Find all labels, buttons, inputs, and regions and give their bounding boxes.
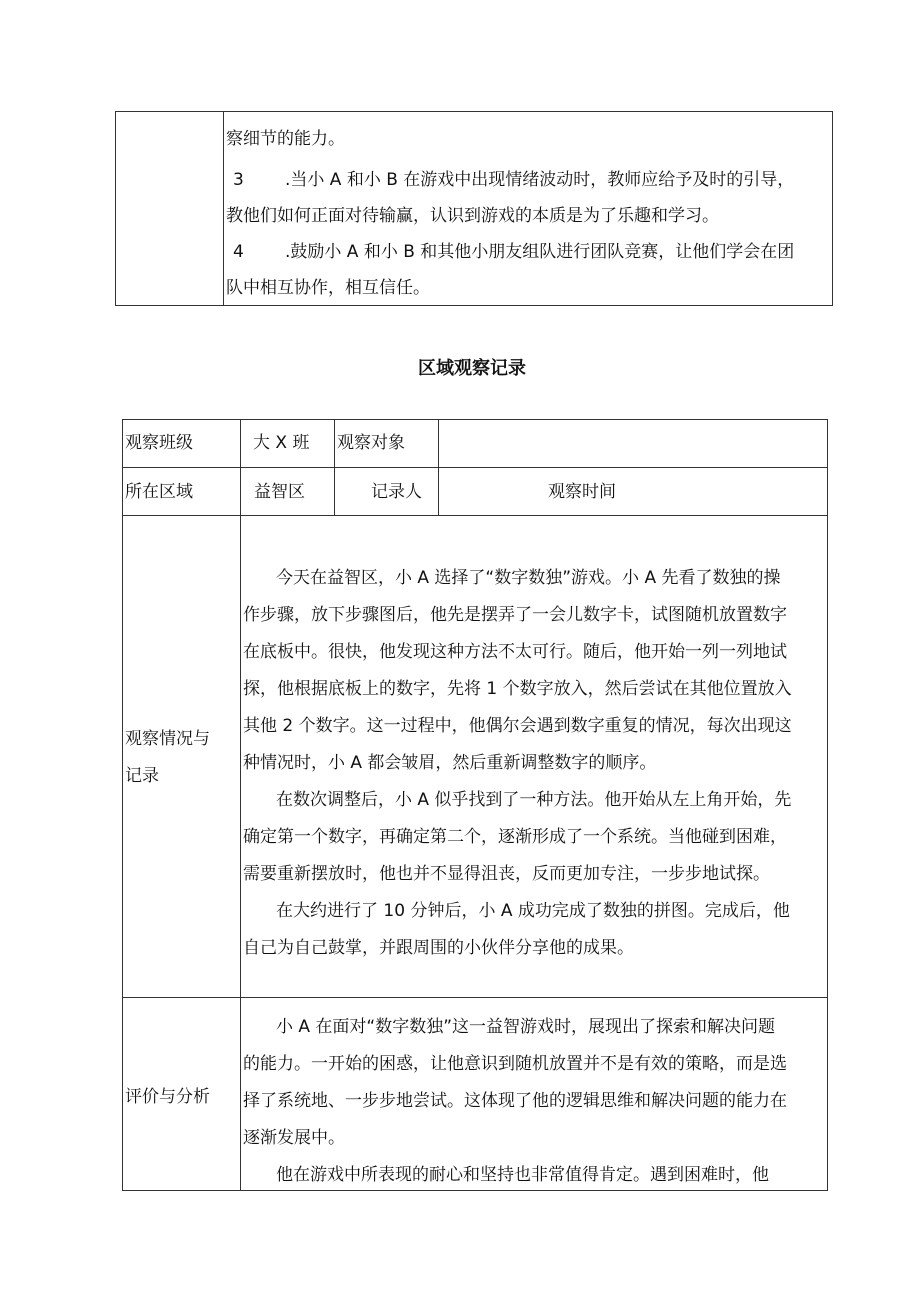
analysis-line: 逐渐发展中。 <box>243 1128 345 1148</box>
observation-line: 在数次调整后，小 A 似乎找到了一种方法。他开始从左上角开始，先 <box>276 790 792 810</box>
analysis-line: 小 A 在面对“数字数独”这一益智游戏时，展现出了探索和解决问题 <box>276 1017 776 1037</box>
observation-line: 探，他根据底板上的数字，先将 1 个数字放入，然后尝试在其他位置放入 <box>243 679 792 699</box>
observation-label-1: 观察情况与 <box>125 729 210 749</box>
analysis-line: 的能力。一开始的困惑，让他意识到随机放置并不是有效的策略，而是选 <box>243 1054 787 1074</box>
observation-line: 需要重新摆放时，他也并不显得沮丧，反而更加专注，一步步地试探。 <box>243 864 770 884</box>
observation-line: 在大约进行了 10 分钟后，小 A 成功完成了数独的拼图。完成后，他 <box>276 901 790 921</box>
observation-label-2: 记录 <box>125 766 159 786</box>
top-table-line-1: 察细节的能力。 <box>226 129 345 149</box>
analysis-line: 他在游戏中所表现的耐心和坚持也非常值得肯定。遇到困难时，他 <box>276 1165 769 1185</box>
observation-line: 作步骤，放下步骤图后，他先是摆弄了一会儿数字卡，试图随机放置数字 <box>243 605 787 625</box>
class-label: 观察班级 <box>125 433 193 453</box>
item-4-line-b: 队中相互协作，相互信任。 <box>226 278 430 298</box>
observation-line: 确定第一个数字，再确定第二个，逐渐形成了一个系统。当他碰到困难， <box>243 827 787 847</box>
area-value: 益智区 <box>254 482 305 502</box>
item-3-number: 3 <box>233 170 244 190</box>
item-3-line-b: 教他们如何正面对待输赢，认识到游戏的本质是为了乐趣和学习。 <box>226 206 719 226</box>
analysis-label: 评价与分析 <box>125 1087 210 1107</box>
time-label: 观察时间 <box>548 482 616 502</box>
class-value: 大 X 班 <box>253 433 310 453</box>
observation-line: 自己为自己鼓掌，并跟周围的小伙伴分享他的成果。 <box>243 938 634 958</box>
observation-line: 种情况时，小 A 都会皱眉，然后重新调整数字的顺序。 <box>243 753 657 773</box>
item-4-line-a: .鼓励小 A 和小 B 和其他小朋友组队进行团队竞赛，让他们学会在团 <box>285 242 795 262</box>
analysis-line: 择了系统地、一步步地尝试。这体现了他的逻辑思维和解决问题的能力在 <box>243 1091 787 1111</box>
item-3-line-a: .当小 A 和小 B 在游戏中出现情绪波动时，教师应给予及时的引导， <box>285 170 795 190</box>
recorder-label: 记录人 <box>371 482 422 502</box>
item-4-number: 4 <box>233 242 244 262</box>
observation-line: 其他 2 个数字。这一过程中，他偶尔会遇到数字重复的情况，每次出现这 <box>243 716 792 736</box>
target-label: 观察对象 <box>337 433 405 453</box>
observation-line: 今天在益智区，小 A 选择了“数字数独”游戏。小 A 先看了数独的操 <box>276 568 781 588</box>
section-title: 区域观察记录 <box>418 358 526 379</box>
observation-line: 在底板中。很快，他发现这种方法不太可行。随后，他开始一列一列地试 <box>243 642 787 662</box>
area-label: 所在区域 <box>125 482 193 502</box>
